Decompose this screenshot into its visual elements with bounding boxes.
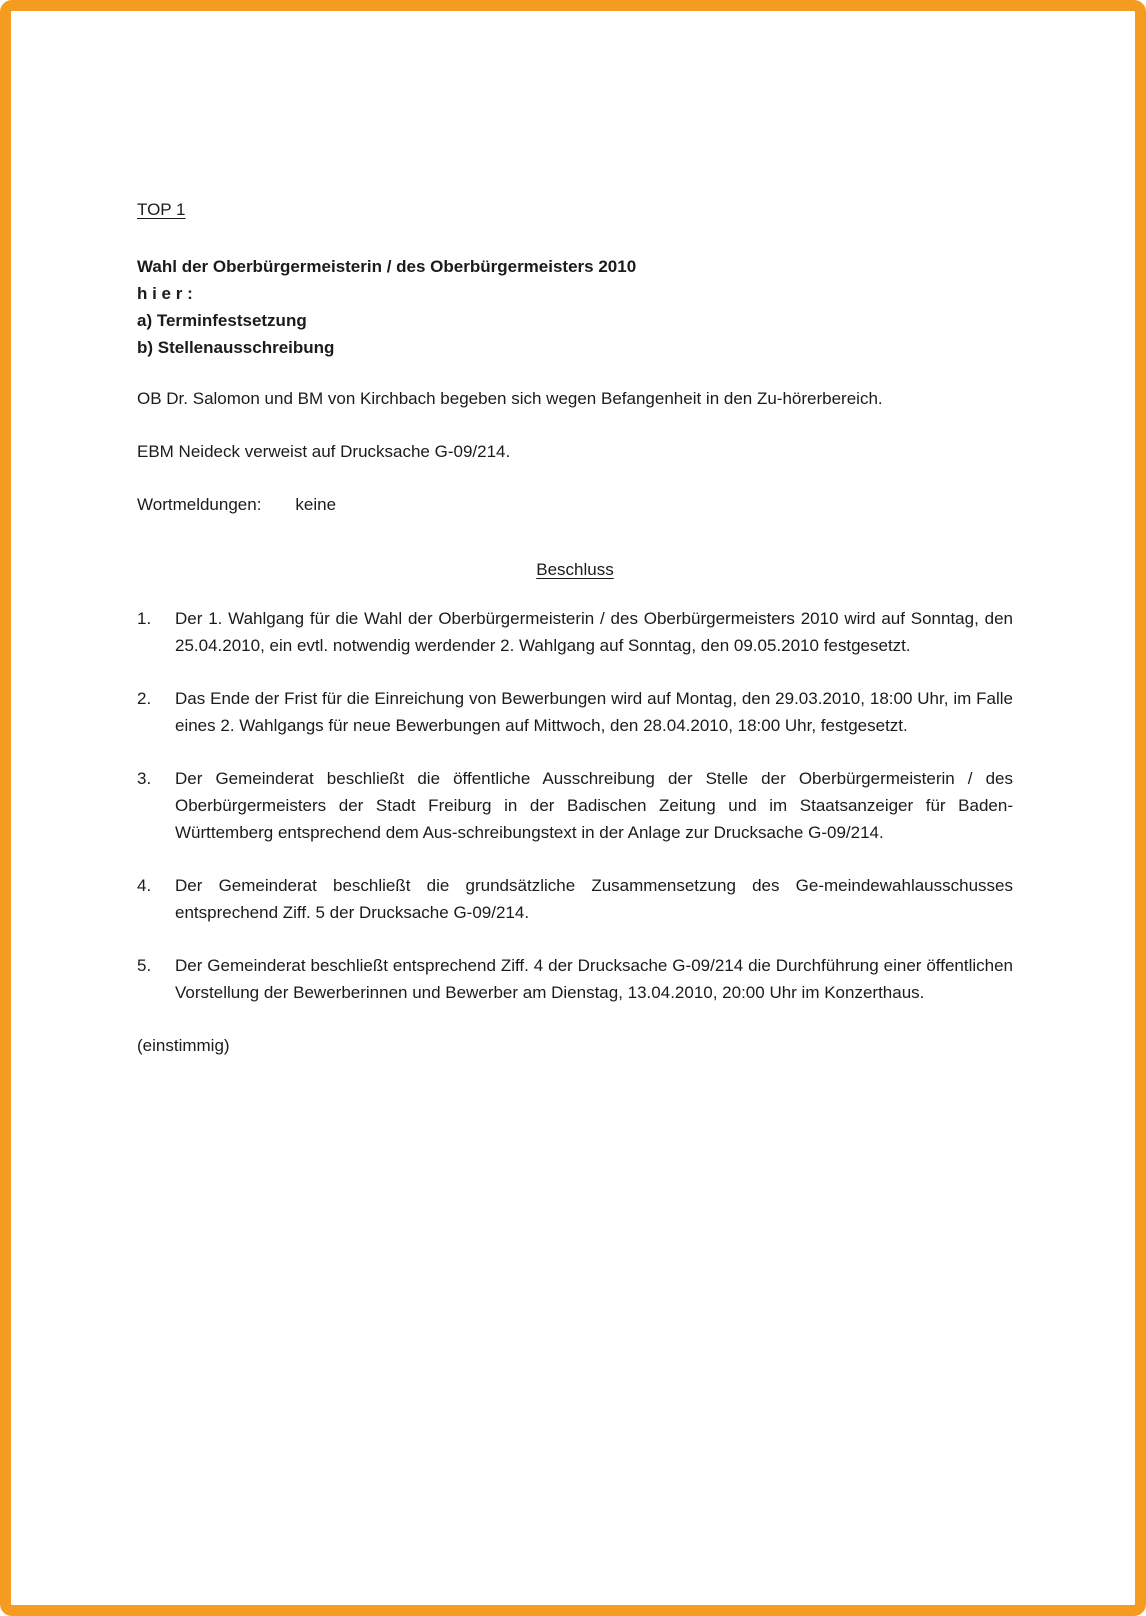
title-line-a: a) Terminfestsetzung [137,311,307,330]
resolution-number: 2. [137,689,152,708]
paragraph-befangenheit: OB Dr. Salomon und BM von Kirchbach begeben sich wegen Befangenheit in den Zu-hörerbereich. [137,389,883,408]
resolution-text: Der Gemeinderat beschließt entsprechend Ziff. 4 der Drucksache G-09/214 die Durchführung einer öffentlichen Vorstellung der Bewerberinnen und Bewerber am Dienstag, 13.04.2010, 20:00 Uhr im Konzerthaus. [175,956,1013,1002]
resolution-item-5 [137,952,1013,1006]
resolution-number: 4. [137,876,152,895]
resolution-text: Der Gemeinderat beschließt die grundsätzliche Zusammensetzung des Ge-meindewahlausschusses entsprechend Ziff. 5 der Drucksache G-09/214. [175,876,1013,922]
title-line-main: Wahl der Oberbürgermeisterin / des Oberbürgermeisters 2010 [137,257,637,276]
title-line-b: b) Stellenausschreibung [137,338,335,357]
title-line-hier: h i e r : [137,284,193,303]
agenda-item-label: TOP 1 [137,200,186,219]
vote-result: (einstimmig) [137,1036,230,1055]
wortmeldungen-value: keine [295,495,337,514]
document-title-block [137,253,1013,361]
resolution-number: 3. [137,769,152,788]
resolution-item-1 [137,605,1013,659]
beschluss-heading: Beschluss [536,560,614,579]
paragraph-drucksache: EBM Neideck verweist auf Drucksache G-09/214. [137,442,511,461]
resolution-text: Der Gemeinderat beschließt die öffentliche Ausschreibung der Stelle der Oberbürgermeisterin / des Oberbürgermeisters der Stadt Freiburg in der Badischen Zeitung und im Staatsanzeiger für Baden-Württemberg entsprechend dem Aus-schreibungstext in der Anlage zur Drucksache G-09/214. [175,769,1013,842]
wortmeldungen-row [137,491,1013,518]
resolution-text: Der 1. Wahlgang für die Wahl der Oberbürgermeisterin / des Oberbürgermeisters 2010 wird auf Sonntag, den 25.04.2010, ein evtl. notwendig werdender 2. Wahlgang auf Sonntag, den 09.05.2010 festgesetzt. [175,609,1013,655]
resolution-number: 5. [137,956,152,975]
wortmeldungen-label: Wortmeldungen: [137,495,262,514]
resolution-item-2 [137,685,1013,739]
resolution-item-3 [137,765,1013,846]
resolution-text: Das Ende der Frist für die Einreichung von Bewerbungen wird auf Montag, den 29.03.2010, 18:00 Uhr, im Falle eines 2. Wahlgangs für neue Bewerbungen auf Mittwoch, den 28.04.2010, 18:00 Uhr, festgesetzt. [175,689,1013,735]
resolution-number: 1. [137,609,152,628]
document-content [137,196,1013,1059]
resolution-item-4 [137,872,1013,926]
